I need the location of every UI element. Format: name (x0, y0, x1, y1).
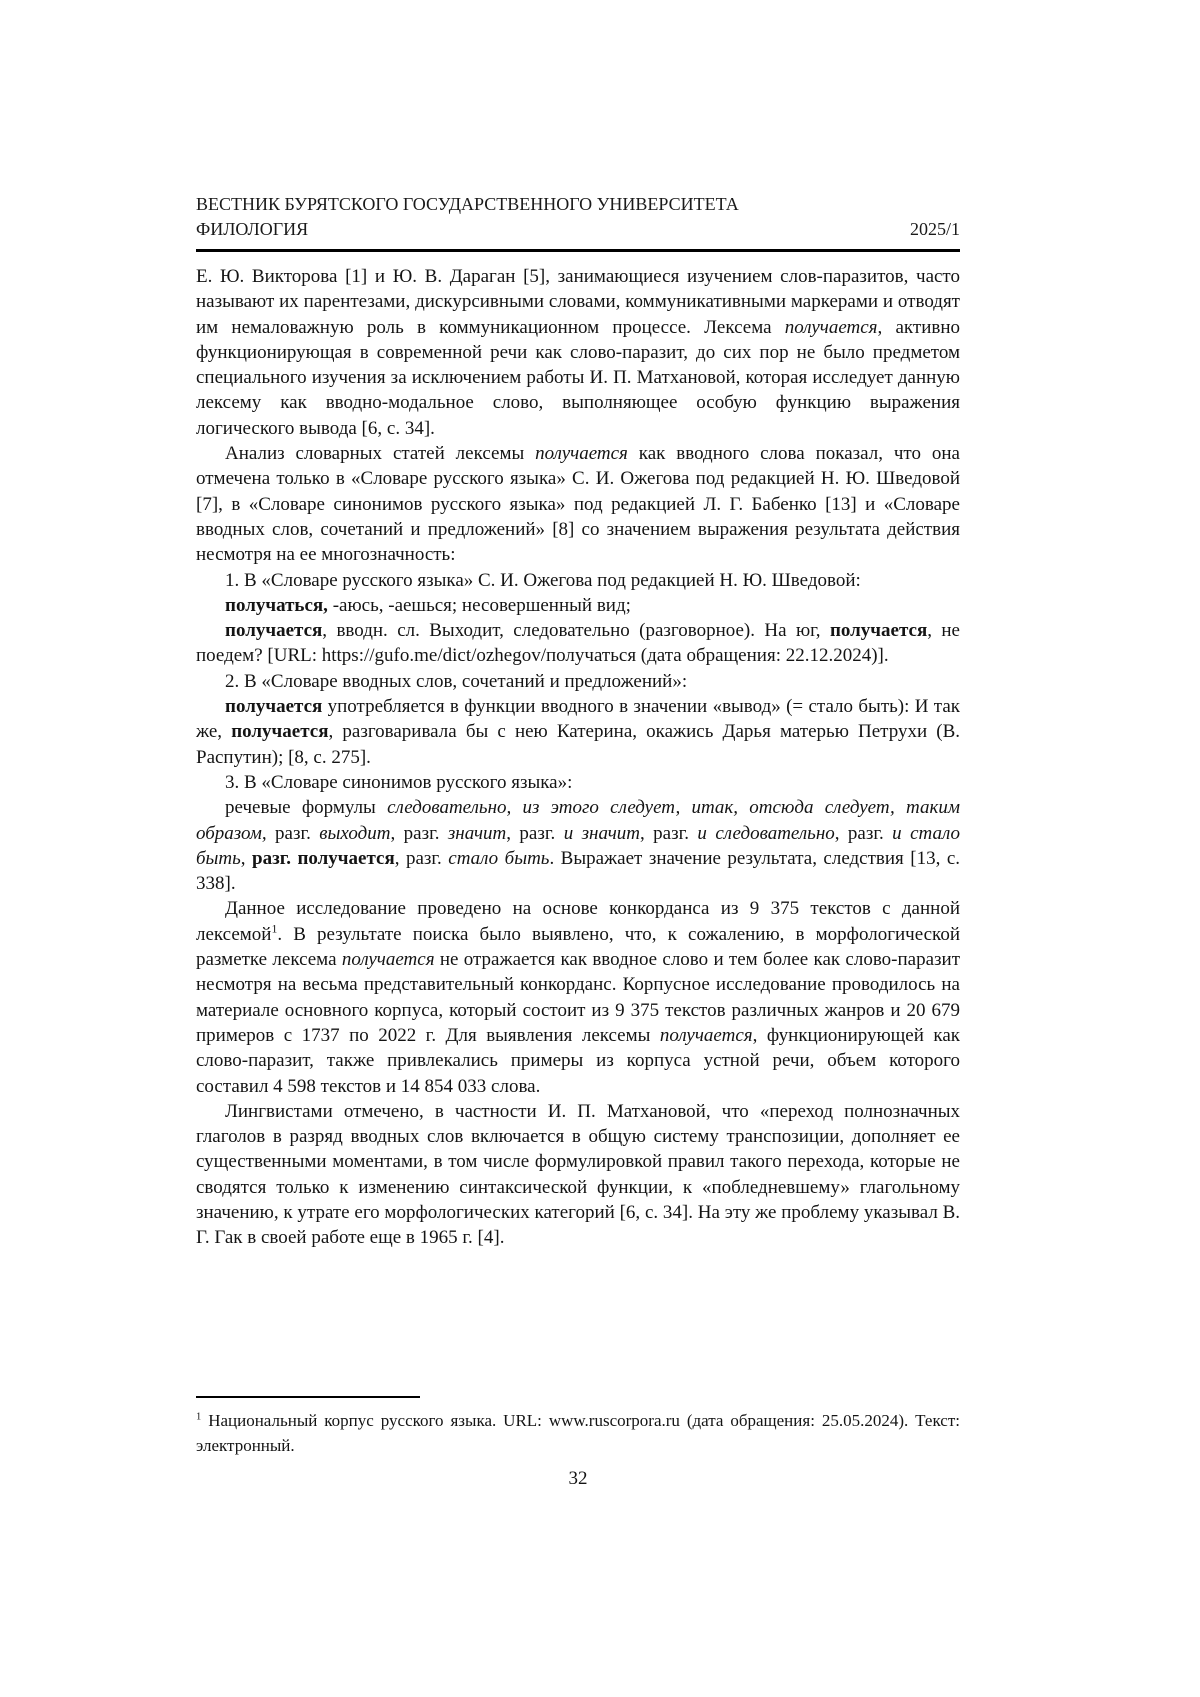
text-run: Анализ словарных статей лексемы (225, 443, 536, 465)
text-run: , разг. (639, 822, 698, 844)
text-run: и стало быть (196, 822, 960, 869)
running-header (196, 192, 960, 252)
paragraph (196, 441, 960, 567)
text-run: речевые формулы (225, 797, 388, 819)
text-run: 1. В «Словаре русского языка» С. И. Ожегова под редакцией Н. Ю. Шведовой: (225, 569, 861, 591)
text-run: , (240, 847, 253, 869)
text-run: 2. В «Словаре вводных слов, сочетаний и предложений»: (225, 670, 688, 692)
text-run: получается (659, 1024, 753, 1046)
paragraph (196, 264, 960, 441)
footnote-separator-rule (196, 1396, 420, 1398)
text-run: , разг. (506, 822, 564, 844)
text-run: , вводн. сл. Выходит, следовательно (разговорное). На юг, (322, 620, 830, 642)
paragraph (196, 669, 960, 694)
text-run: Национальный корпус русского языка. URL: www.ruscorpora.ru (дата обращения: 25.05.2024). Текст: электронный. (196, 1411, 960, 1455)
issue-number: 2025/1 (909, 219, 960, 239)
page-number: 32 (568, 1468, 588, 1489)
journal-title: ВЕСТНИК БУРЯТСКОГО ГОСУДАРСТВЕННОГО УНИВЕРСИТЕТА (196, 194, 739, 214)
text-run: , разг. (394, 847, 449, 869)
paragraph (196, 896, 960, 1098)
text-run: -аюсь, -аешься; несовершенный вид; (327, 594, 631, 616)
text-run: Лингвистами отмечено, в частности И. П. Матхановой, что «переход полнозначных глаголов в разряд вводных слов включается в общую систему транспозиции, дополняет ее существенными моментами, в том числе формулировкой правил такого перехода, которые не сводятся только к изменению синтаксической функции, к «побледневшему» глагольному значению, к утрате его морфологических категорий [6, с. 34]. На эту же проблему указывал В. Г. Гак в своей работе еще в 1965 г. [4]. (196, 1100, 960, 1249)
text-run: значит (447, 822, 507, 844)
text-run: получаться, (225, 594, 328, 616)
text-run: получается (225, 696, 323, 718)
text-run: , активно функционирующая в современной речи как слово-паразит, до сих пор не было предметом специального изучения за исключением работы И. П. Матхановой, которая исследует данную лексему как вводно-модальное слово, выполняющее особую функцию выражения логического вывода [6, с. 34]. (196, 316, 961, 439)
paragraph (196, 795, 960, 896)
paragraph (196, 694, 960, 770)
journal-section: ФИЛОЛОГИЯ (196, 219, 309, 239)
header-second-row (196, 217, 960, 242)
text-run: стало быть (448, 847, 550, 869)
header-rule (196, 249, 960, 252)
text-run: 3. В «Словаре синонимов русского языка»: (225, 771, 573, 793)
text-run: , разговаривала бы с нею Катерина, окажись Дарья матерью Петрухи (В. Распутин); [8, с. 275]. (196, 721, 961, 768)
text-run: как вводного слова показал, что она отмечена только в «Словаре русского языка» С. И. Ожегова под редакцией Н. Ю. Шведовой [7], в «Словаре синонимов русского языка» под редакцией Л. Г. Бабенко [13] и «Словаре вводных слов, сочетаний и предложений» [8] со значением выражения результата действия несмотря на ее многозначность: (196, 443, 960, 566)
text-run: Е. Ю. Викторова [1] и Ю. В. Дараган [5], занимающиеся изучением слов-паразитов, часто называют их парентезами, дискурсивными словами, коммуникативными маркерами и отводят им немаловажную роль в коммуникационном процессе. Лексема (196, 266, 960, 338)
text-run: не отражается как вводное слово и тем более как слово-паразит несмотря на весьма представительный конкорданс. Корпусное исследование проводилось на материале основного корпуса, который состоит из 9 375 текстов различных жанров и 20 679 примеров с 1737 по 2022 г. Для выявления лексемы (196, 949, 961, 1046)
text-run: . Выражает значение результата, следствия [13, с. 338]. (196, 847, 961, 895)
text-run: разг. получается (252, 847, 395, 869)
text-run: разг. (266, 822, 320, 844)
text-run: получается (784, 316, 878, 338)
text-run: , не поедем? [URL: https://gufo.me/dict/ozhegov/получаться (дата обращения: 22.12.2024)]. (196, 620, 960, 667)
body-paragraphs (196, 264, 960, 1251)
text-run: следовательно, из этого следует, итак, отсюда следует, таким образом, (196, 797, 960, 844)
text-run: получается (231, 721, 329, 743)
text-run: получается (225, 620, 323, 642)
text-run: . В результате поиска было выявлено, что, к сожалению, в морфологической разметке лексема (196, 923, 960, 971)
footnote-reference-mark: 1 (271, 922, 278, 936)
text-run: употребляется в функции вводного в значении «вывод» (= стало быть): И так же, (196, 696, 960, 743)
paragraph (196, 1099, 960, 1251)
text-run: получается (535, 443, 628, 465)
page-content (196, 192, 960, 1251)
text-run: выходит (319, 822, 391, 844)
text-run: и значит (563, 822, 640, 844)
text-run: и следовательно (697, 822, 835, 844)
footnote-text (196, 1408, 960, 1458)
text-run: , разг. (834, 822, 893, 844)
paragraph (196, 593, 960, 618)
text-run: получается (341, 949, 435, 971)
paragraph (196, 770, 960, 795)
text-run: получается (829, 620, 928, 642)
footnote-block (196, 1396, 960, 1458)
paragraph (196, 568, 960, 593)
text-run: Данное исследование проведено на основе конкорданса из 9 375 текстов с данной лексемой (196, 898, 960, 945)
text-run: , функционирующей как слово-паразит, также привлекались примеры из корпуса устной речи, объем которого составил 4 598 текстов и 14 854 033 слова. (196, 1024, 960, 1097)
text-run: , разг. (390, 822, 448, 844)
footnote-reference-mark: 1 (196, 1411, 202, 1423)
paragraph (196, 618, 960, 669)
